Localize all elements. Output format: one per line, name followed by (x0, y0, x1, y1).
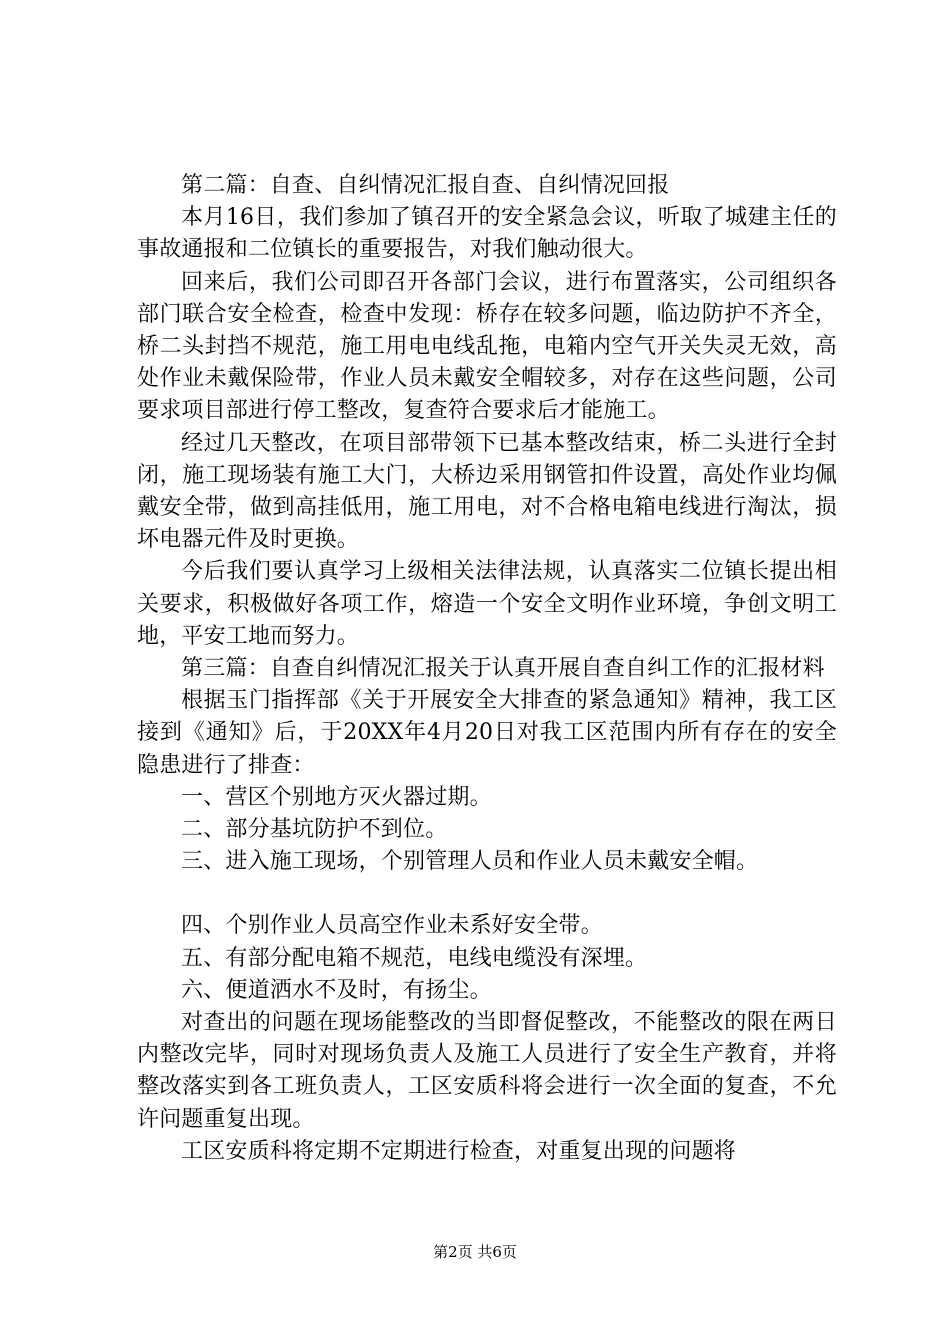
paragraph: 对查出的问题在现场能整改的当即督促整改，不能整改的限在两日内整改完毕，同时对现场负责人及施工人员进行了安全生产教育，并将整改落实到各工班负责人，工区安质科将会进行一次全面的复查，不允许问题重复出现。 (137, 1010, 837, 1132)
list-item: 四、个别作业人员高空作业未系好安全带。 (181, 913, 603, 939)
list-item: 六、便道洒水不及时，有扬尘。 (181, 977, 492, 1003)
page-number-footer: 第2页 共6页 (433, 1243, 517, 1261)
list-item: 一、营区个别地方灭火器过期。 (181, 784, 492, 810)
paragraph: 根据玉门指挥部《关于开展安全大排查的紧急通知》精神，我工区接到《通知》后，于20XX年4月20日对我工区范围内所有存在的安全隐患进行了排查： (137, 688, 837, 778)
paragraph: 经过几天整改，在项目部带领下已基本整改结束，桥二头进行全封闭，施工现场装有施工大门，大桥边采用钢管扣件设置，高处作业均佩戴安全带，做到高挂低用，施工用电，对不合格电箱电线进行淘汰，损坏电器元件及时更换。 (137, 430, 837, 553)
document-body (137, 170, 837, 1168)
section-heading-3: 第三篇：自查自纠情况汇报关于认真开展自查自纠工作的汇报材料 (181, 656, 825, 682)
section-heading-2: 第二篇：自查、自纠情况汇报自查、自纠情况回报 (181, 173, 670, 198)
paragraph: 工区安质科将定期不定期进行检查，对重复出现的问题将 (181, 1138, 737, 1164)
paragraph: 本月16日，我们参加了镇召开的安全紧急会议，听取了城建主任的事故通报和二位镇长的重要报告，对我们触动很大。 (137, 205, 837, 263)
list-item: 三、进入施工现场，个别管理人员和作业人员未戴安全帽。 (181, 849, 759, 875)
paragraph: 今后我们要认真学习上级相关法律法规，认真落实二位镇长提出相关要求，积极做好各项工作，熔造一个安全文明作业环境，争创文明工地，平安工地而努力。 (137, 559, 837, 649)
list-item: 五、有部分配电箱不规范，电线电缆没有深埋。 (181, 945, 648, 971)
paragraph: 回来后，我们公司即召开各部门会议，进行布置落实，公司组织各部门联合安全检查，检查中发现：桥存在较多问题，临边防护不齐全，桥二头封挡不规范，施工用电电线乱拖，电箱内空气开关失灵无效，高处作业未戴保险带，作业人员未戴安全帽较多，对存在这些问题，公司要求项目部进行停工整改，复查符合要求后才能施工。 (137, 269, 837, 424)
list-item: 二、部分基坑防护不到位。 (181, 817, 448, 843)
